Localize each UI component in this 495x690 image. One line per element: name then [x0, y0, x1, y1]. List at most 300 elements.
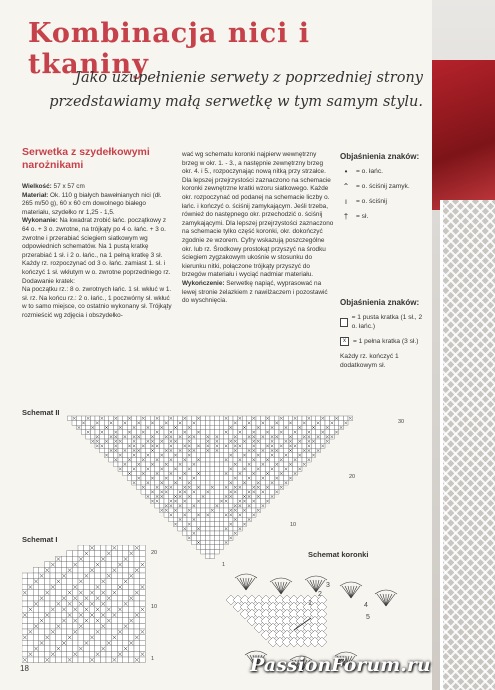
mesh-cell	[311, 430, 316, 435]
mesh-cell	[39, 635, 45, 641]
mesh-cell	[109, 457, 114, 462]
mesh-cell	[136, 444, 141, 449]
mesh-cell	[215, 430, 220, 435]
mesh-cell	[261, 453, 266, 458]
mesh-cell	[104, 448, 109, 453]
mesh-cell	[256, 434, 261, 439]
mesh-cell	[215, 517, 220, 522]
mesh-cell	[178, 508, 183, 513]
fan-stitch	[345, 586, 351, 598]
mesh-cell	[155, 448, 160, 453]
mesh-cell	[205, 499, 210, 504]
fan-stitch	[246, 578, 252, 590]
lace-schema-label: Schemat koronki	[308, 550, 369, 559]
mesh-cell	[293, 467, 298, 472]
mesh-cell	[215, 549, 220, 554]
mesh-cell	[270, 471, 275, 476]
mesh-cell	[219, 545, 224, 550]
mesh-cell	[150, 416, 155, 421]
mesh-cell	[192, 485, 197, 490]
mesh-cell	[274, 425, 279, 430]
mesh-cell	[81, 425, 86, 430]
mesh-cell	[242, 421, 247, 426]
mesh-cell	[205, 457, 210, 462]
mesh-cell	[39, 623, 45, 629]
mesh-cell	[117, 640, 123, 646]
mesh-cell	[132, 476, 137, 481]
mesh-cell	[201, 439, 206, 444]
mesh-cell	[330, 425, 335, 430]
mesh-cell	[238, 490, 243, 495]
mesh-cell	[100, 635, 106, 641]
mesh-cell	[242, 485, 247, 490]
mesh-cell	[72, 601, 78, 607]
mesh-cell	[201, 471, 206, 476]
mesh-cell	[215, 540, 220, 545]
mesh-cell	[112, 629, 118, 635]
mesh-cell	[50, 567, 56, 573]
mesh-cell	[67, 573, 73, 579]
mesh-cell	[72, 646, 78, 652]
mesh-cell	[247, 513, 252, 518]
mesh-cell	[242, 513, 247, 518]
mesh-cell	[141, 467, 146, 472]
mesh-cell	[78, 635, 84, 641]
mesh-cell	[316, 439, 321, 444]
mesh-cell	[247, 444, 252, 449]
mesh-cell	[182, 531, 187, 536]
mesh-cell	[50, 640, 56, 646]
mesh-cell	[112, 651, 118, 657]
mesh-cell	[22, 595, 28, 601]
row-number: 10	[290, 522, 297, 528]
mesh-cell	[196, 531, 201, 536]
mesh-cell	[215, 421, 220, 426]
mesh-cell	[159, 462, 164, 467]
mesh-cell	[72, 556, 78, 562]
mesh-cell	[61, 629, 67, 635]
mesh-cell	[173, 421, 178, 426]
mesh-cell	[100, 421, 105, 426]
mesh-cell	[78, 618, 84, 624]
mesh-cell	[215, 457, 220, 462]
mesh-cell	[28, 590, 34, 596]
mesh-cell	[169, 467, 174, 472]
mesh-cell	[164, 513, 169, 518]
mesh-cell	[201, 490, 206, 495]
mesh-cell	[178, 513, 183, 518]
mesh-cell	[56, 657, 62, 663]
mesh-cell	[320, 439, 325, 444]
mesh-cell	[95, 430, 100, 435]
mesh-cell	[247, 430, 252, 435]
mesh-cell	[196, 494, 201, 499]
mesh-cell	[39, 579, 45, 585]
row-number: 30	[398, 419, 405, 425]
mesh-cell	[330, 430, 335, 435]
mesh-cell	[50, 573, 56, 579]
mesh-cell	[265, 439, 270, 444]
mesh-cell	[134, 556, 140, 562]
mesh-cell	[117, 590, 123, 596]
mesh-cell	[201, 430, 206, 435]
mesh-cell	[311, 444, 316, 449]
mesh-cell	[201, 467, 206, 472]
mesh-cell	[33, 612, 39, 618]
fan-arc	[270, 578, 292, 582]
mesh-cell	[307, 421, 312, 426]
mesh-cell	[56, 595, 62, 601]
mesh-cell	[187, 513, 192, 518]
mesh-cell	[215, 453, 220, 458]
mesh-cell	[242, 457, 247, 462]
mesh-cell	[219, 467, 224, 472]
mesh-cell	[22, 607, 28, 613]
mesh-cell	[288, 416, 293, 421]
watermark: PassionForum.ru	[250, 654, 431, 676]
mesh-cell	[106, 646, 112, 652]
legend-row: x = 1 pełna kratka (3 sł.)	[340, 337, 428, 346]
mesh-cell	[182, 439, 187, 444]
mesh-cell	[39, 567, 45, 573]
mesh-cell	[210, 439, 215, 444]
mesh-cell	[274, 444, 279, 449]
mesh-cell	[61, 612, 67, 618]
mesh-cell	[256, 457, 261, 462]
mesh-cell	[228, 499, 233, 504]
mesh-cell	[112, 573, 118, 579]
mesh-cell	[106, 579, 112, 585]
mesh-cell	[67, 579, 73, 585]
mesh-cell	[100, 657, 106, 663]
mesh-cell	[78, 584, 84, 590]
empty-mesh-icon	[340, 318, 348, 327]
mesh-cell	[320, 425, 325, 430]
mesh-cell	[210, 545, 215, 550]
mesh-cell	[201, 522, 206, 527]
round-number: 4	[364, 602, 368, 609]
mesh-cell	[128, 590, 134, 596]
mesh-cell	[233, 425, 238, 430]
mesh-cell	[112, 607, 118, 613]
mesh-cell	[155, 453, 160, 458]
mesh-cell	[146, 490, 151, 495]
mesh-cell	[106, 629, 112, 635]
mesh-cell	[270, 476, 275, 481]
mesh-cell	[164, 471, 169, 476]
mesh-cell	[279, 480, 284, 485]
mesh-cell	[274, 467, 279, 472]
mesh-cell	[140, 623, 146, 629]
mesh-cell	[44, 646, 50, 652]
legend-row: = 1 pusta kratka (1 sł., 2 o. łańc.)	[340, 313, 428, 331]
mesh-cell	[56, 562, 62, 568]
mesh-cell	[196, 462, 201, 467]
mesh-cell	[22, 629, 28, 635]
mesh-cell	[205, 536, 210, 541]
mesh-cell	[22, 601, 28, 607]
mesh-cell	[182, 448, 187, 453]
mesh-cell	[339, 421, 344, 426]
mesh-cell	[228, 531, 233, 536]
mesh-cell	[251, 503, 256, 508]
mesh-cell	[173, 457, 178, 462]
mesh-cell	[169, 476, 174, 481]
mesh-cell	[320, 434, 325, 439]
mesh-cell	[238, 517, 243, 522]
mesh-cell	[279, 467, 284, 472]
mesh-cell	[270, 416, 275, 421]
mesh-cell	[215, 425, 220, 430]
mesh-cell	[67, 562, 73, 568]
mesh-cell	[84, 635, 90, 641]
mesh-cell	[146, 448, 151, 453]
mesh-cell	[127, 439, 132, 444]
mesh-cell	[140, 646, 146, 652]
mesh-cell	[164, 480, 169, 485]
instructions-column-2	[182, 151, 334, 306]
mesh-cell	[251, 453, 256, 458]
mesh-cell	[56, 640, 62, 646]
mesh-cell	[274, 480, 279, 485]
mesh-cell	[141, 421, 146, 426]
mesh-cell	[136, 480, 141, 485]
mesh-cell	[238, 439, 243, 444]
mesh-cell	[136, 485, 141, 490]
mesh-cell	[316, 444, 321, 449]
mesh-cell	[261, 467, 266, 472]
mesh-cell	[67, 556, 73, 562]
mesh-cell	[187, 517, 192, 522]
mesh-cell	[178, 439, 183, 444]
mesh-cell	[113, 453, 118, 458]
mesh-cell	[173, 503, 178, 508]
mesh-cell	[307, 453, 312, 458]
legend-heading: Objaśnienia znaków:	[340, 298, 420, 307]
mesh-cell	[196, 467, 201, 472]
mesh-cell	[247, 471, 252, 476]
mesh-cell	[78, 562, 84, 568]
mesh-cell	[128, 556, 134, 562]
mesh-cell	[33, 567, 39, 573]
mesh-cell	[28, 635, 34, 641]
mesh-cell	[201, 480, 206, 485]
mesh-cell	[67, 623, 73, 629]
mesh-cell	[261, 444, 266, 449]
mesh-cell	[284, 471, 289, 476]
mesh-cell	[178, 526, 183, 531]
mesh-cell	[173, 434, 178, 439]
mesh-cell	[117, 601, 123, 607]
mesh-cell	[95, 601, 101, 607]
mesh-cell	[44, 607, 50, 613]
mesh-cell	[279, 425, 284, 430]
mesh-cell	[28, 612, 34, 618]
mesh-cell	[274, 471, 279, 476]
mesh-cell	[210, 448, 215, 453]
mesh-cell	[224, 462, 229, 467]
mesh-cell	[123, 607, 129, 613]
mesh-cell	[205, 476, 210, 481]
mesh-cell	[123, 551, 129, 557]
mesh-cell	[134, 651, 140, 657]
mesh-cell	[256, 421, 261, 426]
mesh-cell	[61, 579, 67, 585]
mesh-cell	[205, 494, 210, 499]
mesh-cell	[192, 508, 197, 513]
fan-stitch	[281, 582, 287, 594]
mesh-cell	[141, 434, 146, 439]
mesh-cell	[61, 623, 67, 629]
mesh-cell	[192, 522, 197, 527]
mesh-cell	[22, 623, 28, 629]
mesh-cell	[307, 425, 312, 430]
mesh-cell	[113, 462, 118, 467]
mesh-cell	[155, 476, 160, 481]
mesh-cell	[50, 595, 56, 601]
mesh-cell	[28, 573, 34, 579]
mesh-cell	[50, 635, 56, 641]
mesh-cell	[219, 430, 224, 435]
mesh-cell	[201, 499, 206, 504]
mesh-cell	[56, 567, 62, 573]
slip-stitch-icon: ı	[344, 197, 348, 206]
mesh-cell	[219, 490, 224, 495]
mesh-cell	[238, 480, 243, 485]
mesh-cell	[39, 646, 45, 652]
mesh-cell	[187, 416, 192, 421]
mesh-cell	[123, 453, 128, 458]
mesh-cell	[238, 421, 243, 426]
legend-stitches	[340, 152, 419, 227]
mesh-cell	[224, 522, 229, 527]
mesh-cell	[56, 629, 62, 635]
mesh-cell	[228, 471, 233, 476]
mesh-cell	[159, 434, 164, 439]
fan-stitch	[351, 586, 357, 598]
mesh-cell	[265, 462, 270, 467]
mesh-cell	[228, 526, 233, 531]
mesh-cell	[128, 657, 134, 663]
mesh-cell	[39, 612, 45, 618]
mesh-cell	[159, 444, 164, 449]
mesh-cell	[84, 567, 90, 573]
mesh-cell	[140, 595, 146, 601]
mesh-cell	[196, 522, 201, 527]
mesh-cell	[50, 646, 56, 652]
mesh-cell	[61, 635, 67, 641]
mesh-cell	[178, 457, 183, 462]
mesh-cell	[150, 485, 155, 490]
mesh-cell	[173, 471, 178, 476]
mesh-cell	[112, 595, 118, 601]
mesh-cell	[192, 480, 197, 485]
mesh-cell	[56, 573, 62, 579]
mesh-cell	[228, 517, 233, 522]
mesh-cell	[224, 439, 229, 444]
mesh-cell	[128, 612, 134, 618]
mesh-cell	[219, 421, 224, 426]
row-number: 1	[151, 656, 155, 662]
mesh-cell	[106, 601, 112, 607]
mesh-cell	[67, 607, 73, 613]
mesh-cell	[146, 476, 151, 481]
mesh-cell	[150, 467, 155, 472]
double-crochet-icon: †	[343, 212, 349, 221]
mesh-cell	[136, 416, 141, 421]
mesh-cell	[242, 476, 247, 481]
mesh-cell	[205, 467, 210, 472]
mesh-cell	[224, 448, 229, 453]
mesh-cell	[293, 439, 298, 444]
mesh-cell	[201, 517, 206, 522]
legend-note: Każdy rz. kończyć 1 dodatkowym sł.	[340, 353, 399, 369]
mesh-cell	[219, 462, 224, 467]
mesh-cell	[134, 551, 140, 557]
mesh-cell	[302, 457, 307, 462]
paragraph: Wielkość: 57 x 57 cm	[22, 183, 85, 190]
row-number: 20	[349, 474, 356, 480]
mesh-cell	[84, 657, 90, 663]
mesh-cell	[134, 629, 140, 635]
mesh-cell	[265, 434, 270, 439]
mesh-cell	[279, 448, 284, 453]
mesh-cell	[238, 467, 243, 472]
mesh-cell	[201, 416, 206, 421]
mesh-cell	[118, 448, 123, 453]
mesh-cell	[117, 567, 123, 573]
mesh-cell	[182, 425, 187, 430]
mesh-cell	[28, 657, 34, 663]
mesh-cell	[228, 503, 233, 508]
mesh-cell	[141, 439, 146, 444]
mesh-cell	[112, 556, 118, 562]
mesh-cell	[127, 425, 132, 430]
mesh-cell	[192, 536, 197, 541]
mesh-cell	[81, 430, 86, 435]
mesh-cell	[224, 476, 229, 481]
mesh-cell	[112, 646, 118, 652]
mesh-cell	[78, 640, 84, 646]
mesh-cell	[261, 499, 266, 504]
mesh-cell	[224, 531, 229, 536]
mesh-cell	[89, 640, 95, 646]
mesh-cell	[118, 421, 123, 426]
mesh-cell	[100, 618, 106, 624]
mesh-cell	[28, 601, 34, 607]
mesh-cell	[84, 584, 90, 590]
mesh-cell	[117, 635, 123, 641]
mesh-cell	[187, 430, 192, 435]
mesh-cell	[159, 448, 164, 453]
mesh-cell	[128, 646, 134, 652]
mesh-cell	[134, 573, 140, 579]
mesh-cell	[261, 471, 266, 476]
mesh-cell	[123, 629, 129, 635]
mesh-cell	[28, 640, 34, 646]
mesh-cell	[274, 430, 279, 435]
mesh-cell	[187, 462, 192, 467]
mesh-cell	[256, 444, 261, 449]
mesh-cell	[196, 545, 201, 550]
mesh-cell	[44, 573, 50, 579]
mesh-cell	[106, 562, 112, 568]
mesh-cell	[61, 646, 67, 652]
mesh-cell	[33, 573, 39, 579]
mesh-cell	[44, 562, 50, 568]
mesh-cell	[44, 629, 50, 635]
mesh-cell	[233, 467, 238, 472]
